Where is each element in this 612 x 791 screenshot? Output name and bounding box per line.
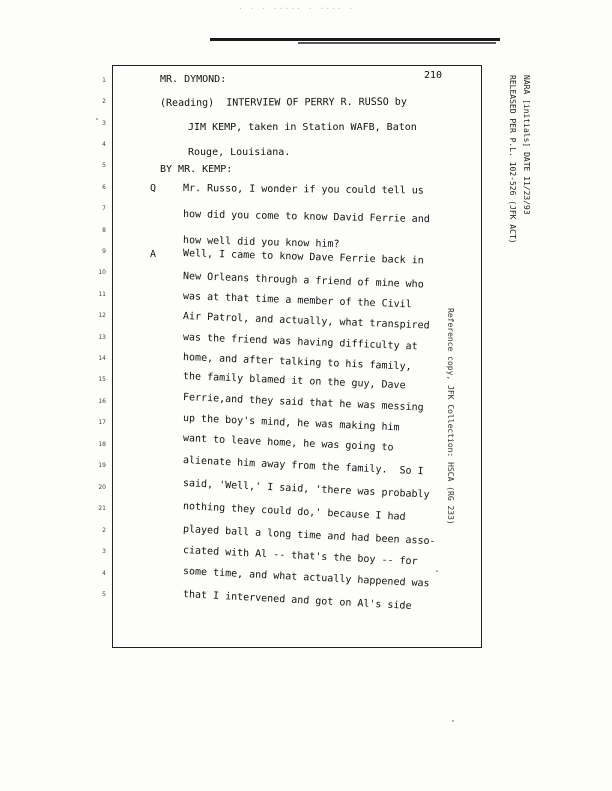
transcript-line: Ferrie,and they said that he was messing: [182, 392, 424, 414]
transcript-line: ciated with Al -- that's the boy -- for: [182, 545, 418, 568]
line-number: 15: [98, 376, 106, 383]
line-number: 21: [98, 505, 106, 512]
transcript-line: home, and after talking to his family,: [182, 352, 412, 373]
transcript-line: that I intervened and got on Al's side: [182, 589, 412, 612]
transcript-line: Air Patrol, and actually, what transpired: [182, 311, 430, 332]
line-number: 19: [98, 462, 106, 469]
faint-header-mark: · · · ····· · ···· ·: [238, 4, 355, 13]
scan-speck: [96, 118, 98, 120]
line-number: 5: [102, 591, 106, 598]
top-rule-secondary: [298, 42, 496, 44]
line-number: 5: [102, 162, 106, 169]
transcript-line: up the boy's mind, he was making him: [182, 413, 400, 434]
release-stamp: RELEASED PER P.L. 102-526 (JFK ACT): [508, 75, 517, 244]
line-number: 16: [98, 398, 106, 405]
line-number: 2: [102, 98, 106, 105]
line-number: 14: [98, 355, 106, 362]
speaker-marker: Q: [150, 183, 157, 194]
transcript-line: how did you come to know David Ferrie and: [182, 209, 430, 226]
line-number: 4: [102, 141, 106, 148]
transcript-line: some time, and what actually happened was: [182, 566, 430, 590]
line-number: 8: [102, 227, 106, 234]
line-number: 3: [102, 120, 106, 127]
transcript-line: Well, I came to know Dave Ferrie back in: [182, 248, 424, 267]
line-number: 12: [98, 312, 106, 319]
transcript-line: JIM KEMP, taken in Station WAFB, Baton: [188, 122, 417, 133]
transcript-line: Rouge, Louisiana.: [188, 147, 291, 158]
line-number: 18: [98, 441, 106, 448]
line-number: 9: [102, 248, 106, 255]
scan-speck: [452, 720, 454, 722]
line-number: 17: [98, 419, 106, 426]
line-number: 7: [102, 205, 106, 212]
reference-copy-note: Reference copy, JFK Collection: HSCA (RG 233): [446, 308, 455, 525]
transcript-line: BY MR. KEMP:: [160, 164, 233, 175]
line-number: 20: [98, 484, 106, 491]
transcript-line: was the friend was having difficulty at: [182, 332, 418, 353]
transcript-line: nothing they could do,' because I had: [182, 501, 406, 523]
transcript-line: Mr. Russo, I wonder if you could tell us: [182, 183, 424, 197]
line-number: 1: [102, 77, 106, 84]
transcript-line: want to leave home, he was going to: [182, 433, 394, 454]
transcript-line: MR. DYMOND:: [160, 74, 227, 85]
nara-date-stamp: NARA [initials] DATE 11/23/93: [522, 75, 531, 215]
line-number: 13: [98, 334, 106, 341]
transcript-line: (Reading) INTERVIEW OF PERRY R. RUSSO by: [159, 96, 407, 109]
top-rule: [210, 38, 500, 41]
speaker-marker: A: [150, 249, 157, 260]
line-number: 3: [102, 548, 106, 555]
line-number: 2: [102, 527, 106, 534]
line-number: 10: [98, 269, 106, 276]
line-number: 11: [98, 291, 106, 298]
scan-speck: [436, 570, 438, 572]
page-number: 210: [424, 70, 443, 81]
transcript-line: said, 'Well,' I said, 'there was probably: [182, 478, 430, 501]
line-number: 4: [102, 570, 106, 577]
line-number: 6: [102, 184, 106, 191]
transcript-line: New Orleans through a friend of mine who: [182, 271, 424, 291]
transcript-line: was at that time a member of the Civil: [182, 291, 412, 311]
transcript-line: played ball a long time and had been asso-: [182, 524, 436, 548]
transcript-line: alienate him away from the family. So I: [182, 455, 424, 478]
transcript-line: the family blamed it on the guy, Dave: [182, 371, 406, 392]
transcript-line: how well did you know him?: [182, 235, 340, 251]
